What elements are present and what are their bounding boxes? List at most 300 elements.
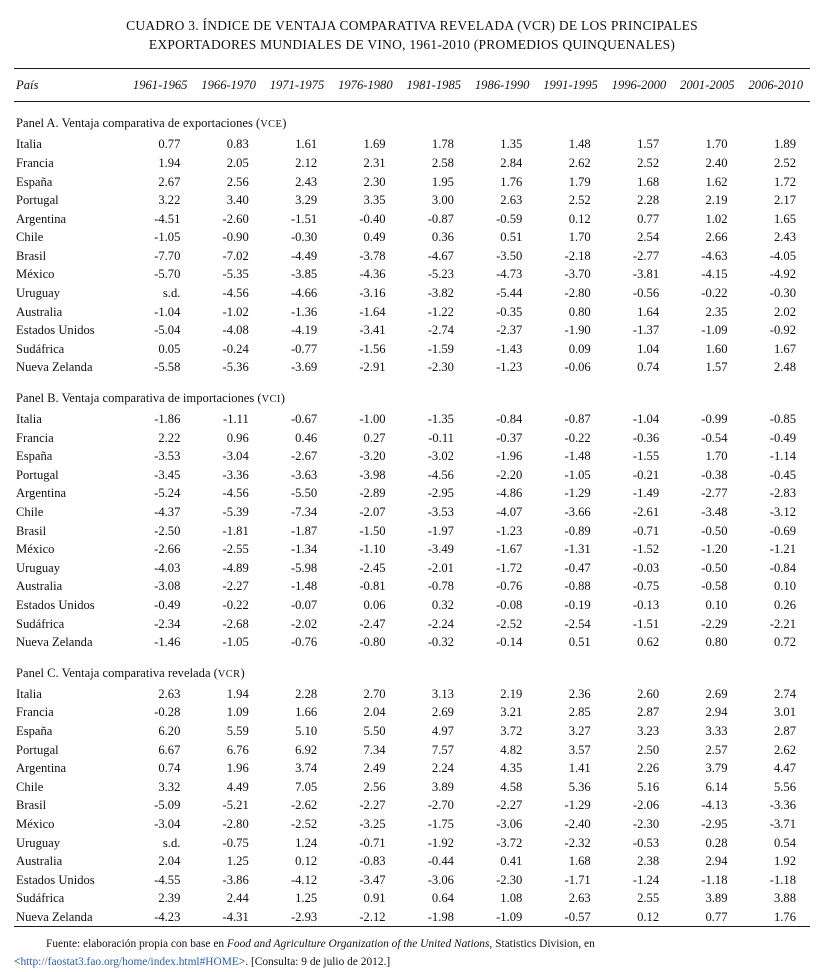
value-cell: -3.85 — [290, 267, 318, 282]
country-cell: Argentina — [16, 486, 67, 501]
value-cell: -4.07 — [496, 505, 523, 519]
value-cell: -2.67 — [290, 449, 318, 464]
value-cell: 1.35 — [500, 137, 523, 152]
value-cell: 2.48 — [773, 360, 796, 375]
table-row — [14, 154, 810, 173]
value-cell: 3.79 — [705, 761, 728, 776]
value-cell: -3.41 — [359, 323, 386, 338]
value-cell: -1.04 — [632, 412, 660, 427]
value-cell: -2.74 — [427, 323, 454, 338]
value-cell: 2.50 — [637, 742, 660, 757]
value-cell: -3.47 — [359, 872, 386, 887]
value-cell: -1.43 — [496, 341, 523, 356]
panel-label-close: ) — [282, 116, 287, 131]
country-cell: Australia — [16, 304, 63, 319]
value-cell: 0.74 — [637, 360, 660, 375]
value-cell: s.d. — [162, 835, 181, 850]
country-cell: Australia — [16, 854, 63, 869]
value-cell: 7.34 — [363, 742, 386, 757]
value-cell: -0.50 — [701, 560, 728, 575]
value-cell: 0.51 — [500, 230, 523, 245]
value-cell: 3.21 — [500, 705, 523, 720]
value-cell: 1.04 — [637, 341, 660, 356]
source-note — [14, 936, 810, 971]
value-cell: -1.96 — [496, 449, 523, 464]
value-cell: 3.57 — [568, 742, 591, 757]
value-cell: -4.05 — [769, 248, 796, 263]
value-cell: 2.28 — [637, 193, 660, 208]
country-cell: Nueva Zelanda — [16, 909, 93, 924]
source-text-middle: Statistics Division, en < — [14, 938, 595, 969]
value-cell: -1.02 — [222, 304, 249, 319]
value-cell: 1.25 — [295, 891, 318, 906]
value-cell: 4.97 — [431, 723, 454, 738]
value-cell: 2.58 — [431, 155, 454, 170]
panel-acronym: VCE — [260, 119, 283, 131]
table-row — [14, 321, 810, 340]
value-cell: 2.67 — [158, 174, 181, 189]
panel-label: Panel A. Ventaja comparativa de exportaciones ( — [16, 116, 261, 131]
value-cell: -2.77 — [632, 248, 660, 263]
value-cell: 3.74 — [295, 761, 318, 776]
value-cell: -1.46 — [154, 635, 181, 650]
caption-line-2: EXPORTADORES MUNDIALES DE VINO, 1961-2010 (PROMEDIOS QUINQUENALES) — [148, 37, 676, 53]
value-cell: -0.89 — [564, 523, 591, 538]
value-cell: -3.25 — [359, 816, 386, 831]
value-cell: -1.71 — [564, 872, 591, 887]
value-cell: -1.14 — [769, 449, 796, 464]
value-cell: -2.02 — [290, 616, 318, 631]
value-cell: 1.65 — [773, 211, 796, 226]
value-cell: -3.78 — [359, 248, 386, 263]
value-cell: 2.04 — [363, 705, 386, 720]
value-cell: -4.73 — [496, 267, 523, 282]
value-cell: 1.67 — [773, 341, 796, 356]
value-cell: 2.04 — [158, 854, 181, 869]
value-cell: -0.44 — [427, 854, 454, 869]
panel-label: Panel C. Ventaja comparativa revelada ( — [16, 665, 218, 680]
value-cell: -7.34 — [290, 505, 318, 519]
value-cell: -3.04 — [154, 816, 181, 831]
value-cell: 6.76 — [226, 742, 249, 757]
value-cell: -0.99 — [701, 412, 728, 427]
value-cell: 1.76 — [773, 909, 796, 924]
value-cell: -2.45 — [359, 560, 386, 575]
country-cell: Sudáfrica — [16, 616, 65, 631]
value-cell: -1.37 — [632, 323, 660, 338]
value-cell: -1.67 — [496, 542, 523, 557]
value-cell: 1.48 — [568, 137, 591, 152]
value-cell: -1.49 — [632, 486, 660, 501]
value-cell: -1.29 — [564, 798, 591, 813]
value-cell: -2.30 — [427, 360, 454, 375]
value-cell: -0.84 — [769, 560, 796, 575]
value-cell: 0.80 — [705, 635, 728, 650]
value-cell: 2.57 — [705, 742, 728, 757]
panel-header-row — [14, 102, 810, 136]
value-cell: 1.02 — [705, 211, 728, 226]
value-cell: -1.23 — [496, 523, 523, 538]
panel-header-row — [14, 377, 810, 410]
value-cell: -2.37 — [496, 323, 523, 338]
value-cell: s.d. — [162, 286, 181, 301]
value-cell: -2.66 — [154, 542, 181, 557]
value-cell: 3.27 — [568, 723, 591, 738]
value-cell: -2.77 — [701, 486, 728, 501]
value-cell: -0.21 — [632, 467, 660, 482]
value-cell: 0.77 — [705, 909, 728, 924]
value-cell: 2.94 — [705, 705, 728, 720]
table-row — [14, 796, 810, 815]
value-cell: -0.37 — [496, 430, 523, 445]
value-cell: -1.59 — [427, 341, 454, 356]
column-header-period: 1986-1990 — [468, 69, 536, 102]
value-cell: 3.89 — [431, 779, 454, 794]
value-cell: -1.51 — [632, 616, 660, 631]
vcr-table — [14, 68, 810, 927]
table-row — [14, 191, 810, 210]
value-cell: -3.12 — [769, 505, 796, 519]
value-cell: 7.05 — [295, 779, 318, 794]
value-cell: 2.55 — [637, 891, 660, 906]
value-cell: 1.79 — [568, 174, 591, 189]
value-cell: -0.22 — [222, 597, 249, 612]
country-cell: Chile — [16, 505, 44, 519]
value-cell: 3.23 — [637, 723, 660, 738]
value-cell: -0.30 — [290, 230, 318, 245]
column-header-period: 1961-1965 — [126, 69, 194, 102]
value-cell: 2.56 — [363, 779, 386, 794]
table-row — [14, 135, 810, 154]
value-cell: -5.98 — [290, 560, 318, 575]
value-cell: -3.86 — [222, 872, 249, 887]
country-cell: Italia — [16, 412, 42, 427]
panel-label-close: ) — [240, 665, 245, 680]
value-cell: -4.15 — [701, 267, 728, 282]
value-cell: -1.18 — [701, 872, 728, 887]
country-cell: México — [16, 816, 55, 831]
value-cell: 2.62 — [773, 742, 796, 757]
value-cell: -4.56 — [222, 486, 249, 501]
country-cell: Brasil — [16, 798, 47, 813]
value-cell: -0.58 — [701, 579, 728, 594]
value-cell: 0.96 — [226, 430, 249, 445]
value-cell: -5.70 — [154, 267, 181, 282]
value-cell: 1.62 — [705, 174, 728, 189]
value-cell: 1.94 — [226, 686, 249, 701]
table-row — [14, 834, 810, 853]
table-row — [14, 522, 810, 541]
value-cell: 0.62 — [637, 635, 660, 650]
value-cell: 6.67 — [158, 742, 181, 757]
column-header-country: País — [14, 69, 126, 102]
source-url[interactable]: http://faostat3.fao.org/home/index.html#HOME — [20, 956, 239, 969]
value-cell: -4.67 — [427, 248, 454, 263]
country-cell: Brasil — [16, 248, 47, 263]
value-cell: 0.36 — [431, 230, 454, 245]
source-org-name: Food and Agriculture Organization of the United Nations, — [226, 938, 493, 951]
value-cell: -2.27 — [496, 798, 523, 813]
value-cell: -2.01 — [427, 560, 454, 575]
value-cell: -3.06 — [427, 872, 454, 887]
value-cell: 1.57 — [637, 137, 660, 152]
value-cell: -1.64 — [359, 304, 386, 319]
value-cell: -0.78 — [427, 579, 454, 594]
value-cell: -0.54 — [701, 430, 728, 445]
value-cell: -0.83 — [359, 854, 386, 869]
value-cell: -2.52 — [290, 816, 318, 831]
country-cell: México — [16, 267, 55, 282]
value-cell: 1.68 — [637, 174, 660, 189]
value-cell: -4.31 — [222, 909, 249, 924]
value-cell: -1.48 — [290, 579, 318, 594]
table-row — [14, 247, 810, 266]
value-cell: -3.49 — [427, 542, 454, 557]
country-cell: Chile — [16, 230, 44, 245]
value-cell: -2.06 — [632, 798, 660, 813]
value-cell: -0.11 — [428, 430, 454, 445]
value-cell: -0.08 — [496, 597, 523, 612]
value-cell: -2.27 — [359, 798, 386, 813]
value-cell: 0.32 — [431, 597, 454, 612]
value-cell: 1.24 — [295, 835, 318, 850]
value-cell: -3.45 — [154, 467, 181, 482]
table-row — [14, 889, 810, 908]
column-header-period: 2006-2010 — [742, 69, 810, 102]
value-cell: 1.69 — [363, 137, 386, 152]
value-cell: -2.93 — [290, 909, 318, 924]
value-cell: 2.69 — [705, 686, 728, 701]
value-cell: -1.05 — [564, 467, 591, 482]
value-cell: -0.90 — [222, 230, 249, 245]
value-cell: 1.92 — [773, 854, 796, 869]
value-cell: 3.88 — [773, 891, 796, 906]
country-cell: México — [16, 542, 55, 557]
value-cell: -2.70 — [427, 798, 454, 813]
value-cell: 1.61 — [295, 137, 318, 152]
country-cell: Francia — [16, 430, 54, 445]
value-cell: -0.45 — [769, 467, 796, 482]
value-cell: 2.38 — [637, 854, 660, 869]
value-cell: -2.91 — [359, 360, 386, 375]
value-cell: -0.50 — [701, 523, 728, 538]
table-row — [14, 410, 810, 429]
value-cell: -1.11 — [223, 412, 249, 427]
value-cell: 2.31 — [363, 155, 386, 170]
value-cell: -1.29 — [564, 486, 591, 501]
value-cell: 2.52 — [637, 155, 660, 170]
value-cell: 2.05 — [226, 155, 249, 170]
value-cell: -0.03 — [632, 560, 660, 575]
value-cell: 0.51 — [568, 635, 591, 650]
value-cell: -2.61 — [632, 505, 660, 519]
value-cell: -0.77 — [290, 341, 318, 356]
value-cell: -0.06 — [564, 360, 591, 375]
value-cell: -1.31 — [564, 542, 591, 557]
column-header-period: 1981-1985 — [400, 69, 468, 102]
value-cell: -4.23 — [154, 909, 181, 924]
value-cell: -1.72 — [496, 560, 523, 575]
country-cell: Estados Unidos — [16, 872, 95, 887]
value-cell: 0.72 — [773, 635, 796, 650]
value-cell: -2.47 — [359, 616, 386, 631]
value-cell: -0.19 — [564, 597, 591, 612]
country-cell: Sudáfrica — [16, 341, 65, 356]
panel-acronym: VCR — [217, 668, 241, 680]
value-cell: -5.04 — [154, 323, 181, 338]
value-cell: 1.78 — [431, 137, 454, 152]
country-cell: Brasil — [16, 523, 47, 538]
value-cell: 1.95 — [431, 174, 454, 189]
value-cell: -1.81 — [222, 523, 249, 538]
panel-label: Panel B. Ventaja comparativa de importaciones ( — [16, 391, 262, 406]
table-row — [14, 466, 810, 485]
table-row — [14, 615, 810, 634]
value-cell: -3.16 — [359, 286, 386, 301]
value-cell: -3.36 — [222, 467, 249, 482]
table-row — [14, 173, 810, 192]
value-cell: -5.35 — [222, 267, 249, 282]
value-cell: -2.80 — [222, 816, 249, 831]
value-cell: -5.23 — [427, 267, 454, 282]
source-text-prefix: Fuente: elaboración propia con base en — [46, 938, 227, 951]
value-cell: -2.83 — [769, 486, 796, 501]
country-cell: Nueva Zelanda — [16, 360, 93, 375]
value-cell: -7.70 — [154, 248, 181, 263]
country-cell: Uruguay — [16, 560, 61, 575]
value-cell: 1.70 — [705, 137, 728, 152]
value-cell: 2.63 — [500, 193, 523, 208]
value-cell: -3.50 — [496, 248, 523, 263]
table-row — [14, 265, 810, 284]
value-cell: -1.00 — [359, 412, 386, 427]
value-cell: 2.84 — [500, 155, 523, 170]
value-cell: -3.66 — [564, 505, 591, 519]
value-cell: 2.52 — [568, 193, 591, 208]
table-row — [14, 540, 810, 559]
value-cell: 1.66 — [295, 705, 318, 720]
value-cell: 1.70 — [568, 230, 591, 245]
value-cell: -4.66 — [290, 286, 318, 301]
value-cell: -0.81 — [359, 579, 386, 594]
value-cell: 0.10 — [773, 579, 796, 594]
value-cell: -1.23 — [496, 360, 523, 375]
country-cell: España — [16, 723, 53, 738]
value-cell: 0.12 — [637, 909, 660, 924]
value-cell: -4.51 — [154, 211, 181, 226]
value-cell: -2.50 — [154, 523, 181, 538]
value-cell: 0.77 — [158, 137, 181, 152]
value-cell: 3.35 — [363, 193, 386, 208]
value-cell: 5.36 — [568, 779, 591, 794]
value-cell: -1.18 — [769, 872, 796, 887]
country-cell: Francia — [16, 705, 54, 720]
value-cell: -0.85 — [769, 412, 796, 427]
value-cell: -0.57 — [564, 909, 591, 924]
value-cell: -1.04 — [154, 304, 181, 319]
value-cell: 6.92 — [295, 742, 318, 757]
value-cell: 2.22 — [158, 430, 181, 445]
value-cell: 2.60 — [637, 686, 660, 701]
value-cell: 1.60 — [705, 341, 728, 356]
value-cell: -4.12 — [290, 872, 318, 887]
country-cell: Portugal — [16, 467, 59, 482]
country-cell: España — [16, 174, 53, 189]
value-cell: 3.29 — [295, 193, 318, 208]
value-cell: -2.62 — [290, 798, 318, 813]
value-cell: -2.18 — [564, 248, 591, 263]
value-cell: -0.80 — [359, 635, 386, 650]
value-cell: -0.87 — [564, 412, 591, 427]
table-row — [14, 741, 810, 760]
value-cell: 2.87 — [773, 723, 796, 738]
value-cell: -2.89 — [359, 486, 386, 501]
panel-label-close: ) — [280, 391, 285, 406]
value-cell: -2.95 — [427, 486, 454, 501]
column-header-period: 1971-1975 — [263, 69, 331, 102]
country-cell: Estados Unidos — [16, 323, 95, 338]
table-row — [14, 340, 810, 359]
value-cell: -0.30 — [769, 286, 796, 301]
value-cell: -0.35 — [496, 304, 523, 319]
value-cell: 2.56 — [226, 174, 249, 189]
value-cell: 0.91 — [363, 891, 386, 906]
table-row — [14, 284, 810, 303]
value-cell: 3.40 — [226, 193, 249, 208]
value-cell: -1.20 — [701, 542, 728, 557]
country-cell: Argentina — [16, 761, 67, 776]
value-cell: 3.22 — [158, 193, 181, 208]
value-cell: 0.26 — [773, 597, 796, 612]
value-cell: -1.05 — [222, 635, 249, 650]
value-cell: -4.49 — [290, 248, 318, 263]
value-cell: -0.28 — [154, 705, 181, 720]
value-cell: 2.52 — [773, 155, 796, 170]
value-cell: -1.22 — [427, 304, 454, 319]
value-cell: -1.51 — [290, 211, 318, 226]
value-cell: 2.94 — [705, 854, 728, 869]
table-row — [14, 722, 810, 741]
value-cell: -0.32 — [427, 635, 454, 650]
value-cell: 0.10 — [705, 597, 728, 612]
value-cell: 2.39 — [158, 891, 181, 906]
value-cell: 0.80 — [568, 304, 591, 319]
value-cell: 1.57 — [705, 360, 728, 375]
value-cell: -3.70 — [564, 267, 591, 282]
table-row — [14, 908, 810, 927]
value-cell: -7.02 — [222, 248, 249, 263]
value-cell: -3.69 — [290, 360, 318, 375]
value-cell: -0.76 — [290, 635, 318, 650]
table-row — [14, 759, 810, 778]
value-cell: 6.14 — [705, 779, 728, 794]
table-row — [14, 577, 810, 596]
value-cell: -2.80 — [564, 286, 591, 301]
value-cell: 4.58 — [500, 779, 523, 794]
value-cell: 2.85 — [568, 705, 591, 720]
value-cell: 2.62 — [568, 155, 591, 170]
value-cell: -2.30 — [496, 872, 523, 887]
value-cell: -5.50 — [290, 486, 318, 501]
table-row — [14, 503, 810, 522]
value-cell: -3.04 — [222, 449, 249, 464]
value-cell: 2.26 — [637, 761, 660, 776]
header-row — [14, 69, 810, 102]
table-row — [14, 484, 810, 503]
value-cell: -3.72 — [496, 835, 523, 850]
value-cell: 1.72 — [773, 174, 796, 189]
column-header-period: 1996-2000 — [605, 69, 673, 102]
